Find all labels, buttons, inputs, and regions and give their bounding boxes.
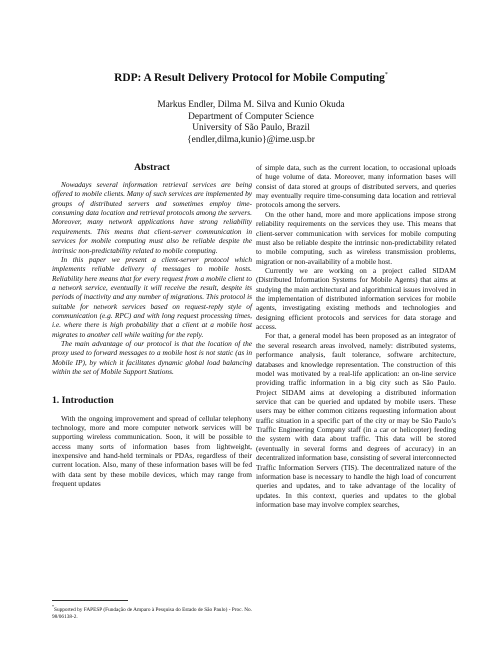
footnote-mark: * xyxy=(52,604,54,609)
author-names: Markus Endler, Dilma M. Silva and Kunio Okuda xyxy=(157,100,345,110)
footnote xyxy=(52,603,252,621)
footnote-rule xyxy=(52,600,128,601)
body-paragraph: On the other hand, more and more applications impose strong reliability requirements on the services they use. This means that client-server communication with services for mobile computing must also be reliable despite the intrinsic non-predictability related to mobile computing, such as wireless transmission problems, migration or non-availability of a mobile host. xyxy=(256,209,456,266)
author-block xyxy=(0,100,502,146)
author-email: {endler,dilma,kunio}@ime.usp.br xyxy=(187,134,315,145)
university: University of São Paulo, Brazil xyxy=(192,123,310,134)
body-paragraph: For that, a general model has been proposed as an integrator of the several research areas involved, namely: distributed systems, performance analysis, fault tolerance, software architecture, databases and knowledge representation. The construction of this model was motivated by a real-life application: an on-line service providing traffic information in a big city such as São Paulo. Project SIDAM aims at developing a distributed information service that can be queried and updated by mobile users. These users may be either common citizens requesting information about traffic situation in a specific part of the city or may be São Paulo’s Traffic Engineering Company staff (in a car or helicopter) feeding the system with data about traffic. This data will be stored (eventually in several forms and degrees of accuracy) in an decentralized information base, consisting of several interconnected Traffic Information Servers (TIS). The decentralized nature of the information base is necessary to handle the high load of concurrent queries and updates, and to take advantage of the locality of updates. In this context, queries and updates to the global information base may involve complex searches, xyxy=(256,331,456,509)
abstract-paragraph: The main advantage of our protocol is that the location of the proxy used to forward messages to a mobile host is not static (as in Mobile IP), by which it facilitates dynamic global load balancing within the set of Mobile Support Stations. xyxy=(52,339,252,377)
paper-title xyxy=(0,69,502,85)
abstract-paragraph: Nowadays several information retrieval services are being offered to mobile clients. Many of such services are implemented by groups of distributed servers and sometimes employ time-consuming data location and retrieval protocols among the servers. Moreover, many network applications have strong reliability requirements. This means that client-server communication in services for mobile computing must also be reliable despite the intrinsic non-predictability related to mobile computing. xyxy=(52,180,252,255)
department: Department of Computer Science xyxy=(188,111,314,122)
right-column xyxy=(256,163,456,509)
footnote-text: Supported by FAPESP (Fundação de Amparo à Pesquisa do Estado de São Paulo) - Proc. No. 98/06138-2. xyxy=(52,606,252,620)
body-paragraph: Currently we are working on a project called SIDAM (Distributed Information Systems for Mobile Agents) that aims at studying the main architectural and algorithmical issues involved in the implementation of distributed information services for mobile agents, investigating existing methods and technologies and designing efficient protocols and services for data storage and access. xyxy=(256,265,456,332)
intro-paragraph: With the ongoing improvement and spread of cellular telephony technology, more and more computer network services will be supporting wireless communication. Soon, it will be possible to access many sorts of information bases from lightweight, inexpensive and hand-held terminals or PDAs, regardless of their current location. Also, many of these information bases will be fed with data sent by these mobile devices, which may range from frequent updates xyxy=(52,413,252,489)
paper-title-text: RDP: A Result Delivery Protocol for Mobile Computing xyxy=(114,71,385,84)
left-column xyxy=(52,162,252,488)
section-heading-introduction: 1. Introduction xyxy=(52,394,114,406)
title-footnote-mark: * xyxy=(384,72,388,78)
abstract-heading: Abstract xyxy=(134,162,170,173)
abstract-paragraph: In this paper we present a client-server protocol which implements reliable delivery of messages to mobile hosts. Reliability here means that for every request from a mobile client to a network service, eventually it will receive the result, despite its periods of inactivity and any number of migrations. This protocol is suitable for network services based on request-reply style of communication (e.g. RPC) and with long request processing times, i.e. where there is high probability that a client at a mobile host migrates to another cell while waiting for the reply. xyxy=(52,254,252,339)
body-paragraph: of simple data, such as the current location, to occasional uploads of huge volume of data. Moreover, many information bases will consist of data stored at groups of distributed servers, and queries may eventually require time-consuming data location and retrieval protocols among the servers. xyxy=(256,163,456,210)
